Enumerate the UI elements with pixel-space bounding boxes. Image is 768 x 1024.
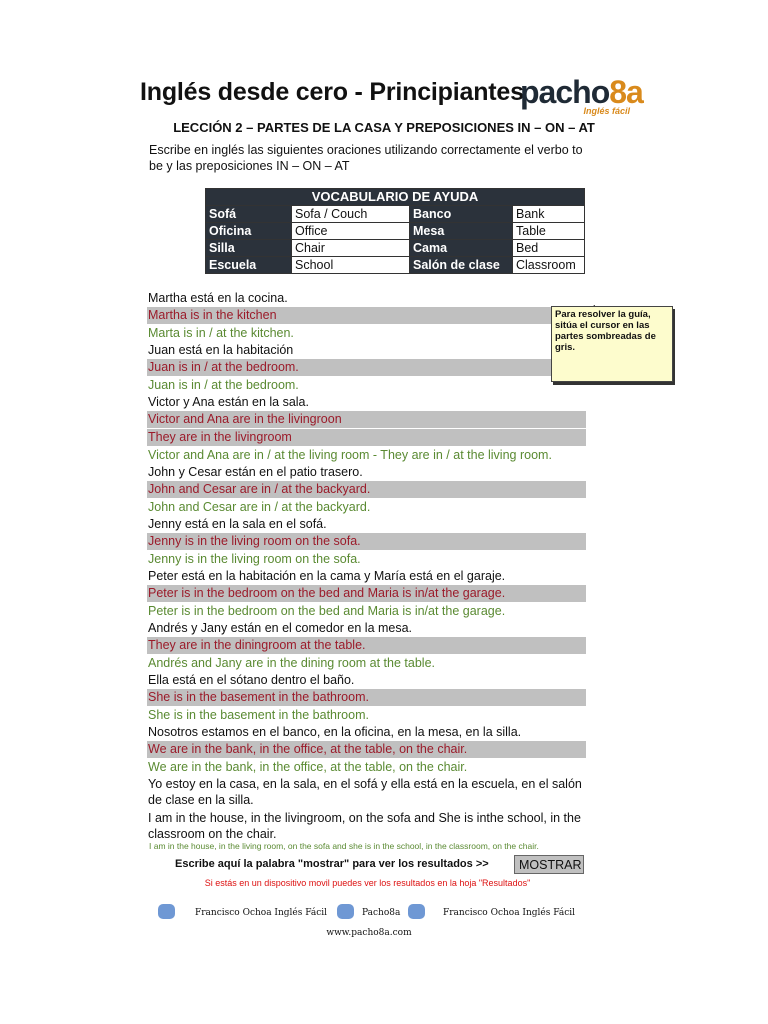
vocab-english[interactable]: Table	[513, 223, 585, 240]
vocab-english[interactable]: Chair	[292, 240, 410, 257]
correct-answer: Jenny is in the living room on the sofa.	[148, 552, 361, 566]
answer-cell[interactable]: She is in the basement in the bathroom.	[147, 689, 586, 707]
spanish-sentence: Juan está en la habitación	[148, 343, 294, 357]
answer-cell[interactable]: Jenny is in the living room on the sofa.	[147, 533, 586, 551]
vocab-english[interactable]: Office	[292, 223, 410, 240]
answer-cell[interactable]: We are in the bank, in the office, at the table, on the chair.	[147, 741, 586, 759]
vocab-spanish: Escuela	[206, 257, 292, 274]
answer-cell[interactable]: John and Cesar are in / at the backyard.	[147, 481, 586, 499]
answer-cell[interactable]: Victor and Ana are in the livingroon	[147, 411, 586, 429]
correct-answer: Juan is in / at the bedroom.	[148, 378, 299, 392]
social-link-icon[interactable]	[158, 904, 175, 919]
mobile-note: Si estás en un dispositivo movil puedes ver los resultados en la hoja "Resultados"	[204, 878, 531, 888]
spanish-sentence: John y Cesar están en el patio trasero.	[148, 465, 363, 479]
footer-link-3[interactable]: Francisco Ochoa Inglés Fácil	[443, 908, 576, 918]
pacho8a-logo	[520, 74, 643, 116]
spanish-sentence: Jenny está en la sala en el sofá.	[148, 517, 327, 531]
correct-answer: Andrés and Jany are in the dining room at the table.	[148, 656, 435, 670]
show-results-input[interactable]: MOSTRAR	[514, 855, 584, 874]
vocab-row	[206, 206, 585, 223]
vocab-spanish: Oficina	[206, 223, 292, 240]
logo-accent: 8a	[609, 74, 643, 110]
vocab-spanish: Mesa	[410, 223, 513, 240]
correct-answer: Victor and Ana are in / at the living room - They are in / at the living room.	[148, 448, 552, 462]
logo-text: pacho	[520, 74, 610, 110]
page-title: Inglés desde cero - Principiantes	[140, 78, 524, 106]
correct-answer: We are in the bank, in the office, at the table, on the chair.	[148, 760, 468, 774]
vocab-english[interactable]: Bed	[513, 240, 585, 257]
vocab-row	[206, 257, 585, 274]
answer-cell[interactable]: I am in the house, in the livingroom, on the sofa and She is inthe school, in the classroom on the chair.	[148, 811, 581, 841]
footer-link-1[interactable]: Francisco Ochoa Inglés Fácil	[195, 908, 328, 918]
vocab-spanish: Sofá	[206, 206, 292, 223]
exercise-list	[147, 290, 586, 844]
vocab-english[interactable]: Bank	[513, 206, 585, 223]
spanish-sentence: Ella está en el sótano dentro el baño.	[148, 673, 355, 687]
answer-cell[interactable]: Martha is in the kitchen	[147, 307, 586, 325]
social-link-icon[interactable]	[408, 904, 425, 919]
footer-link-2[interactable]: Pacho8a	[362, 908, 401, 918]
logo-tagline: Inglés fácil	[583, 106, 630, 116]
correct-answer: John and Cesar are in / at the backyard.	[148, 500, 371, 514]
vocab-english[interactable]: School	[292, 257, 410, 274]
spanish-sentence: Andrés y Jany están en el comedor en la mesa.	[148, 621, 413, 635]
show-results-prompt: Escribe aquí la palabra "mostrar" para ver los resultados >>	[175, 858, 489, 870]
spanish-sentence: Peter está en la habitación en la cama y María está en el garaje.	[148, 569, 506, 583]
vocab-english[interactable]: Sofa / Couch	[292, 206, 410, 223]
final-correct-answer: I am in the house, in the living room, on the sofa and she is in the school, in the classroom, on the chair.	[149, 841, 539, 851]
answer-cell[interactable]: They are in the livingroom	[147, 429, 586, 447]
vocab-english[interactable]: Classroom	[513, 257, 585, 274]
website-url[interactable]: www.pacho8a.com	[326, 928, 412, 938]
vocab-spanish: Salón de clase	[410, 257, 513, 274]
social-link-icon[interactable]	[337, 904, 354, 919]
help-comment-note: Para resolver la guía, sitúa el cursor en las partes sombreadas de gris.	[551, 306, 673, 382]
answer-cell[interactable]: They are in the diningroom at the table.	[147, 637, 586, 655]
vocab-row	[206, 223, 585, 240]
correct-answer: She is in the basement in the bathroom.	[148, 708, 369, 722]
answer-cell[interactable]: Peter is in the bedroom on the bed and Maria is in/at the garage.	[147, 585, 586, 603]
vocabulary-title: VOCABULARIO DE AYUDA	[206, 189, 585, 206]
vocab-spanish: Silla	[206, 240, 292, 257]
answer-cell[interactable]: Juan is in / at the bedroom.	[147, 359, 586, 377]
vocabulary-table	[205, 188, 585, 274]
vocab-spanish: Banco	[410, 206, 513, 223]
spanish-sentence: Yo estoy en la casa, en la sala, en el sofá y ella está en la escuela, en el salón de clase en la silla.	[148, 777, 582, 807]
correct-answer: Marta is in / at the kitchen.	[148, 326, 294, 340]
spanish-sentence: Victor y Ana están en la sala.	[148, 395, 309, 409]
instructions-text: Escribe en inglés las siguientes oraciones utilizando correctamente el verbo to be y las preposiciones IN – ON – AT	[149, 143, 583, 173]
spanish-sentence: Martha está en la cocina.	[148, 291, 288, 305]
spanish-sentence: Nosotros estamos en el banco, en la oficina, en la mesa, en la silla.	[148, 725, 522, 739]
lesson-heading: LECCIÓN 2 – PARTES DE LA CASA Y PREPOSICIONES IN – ON – AT	[173, 120, 595, 135]
vocab-spanish: Cama	[410, 240, 513, 257]
correct-answer: Peter is in the bedroom on the bed and Maria is in/at the garage.	[148, 604, 506, 618]
vocab-row	[206, 240, 585, 257]
